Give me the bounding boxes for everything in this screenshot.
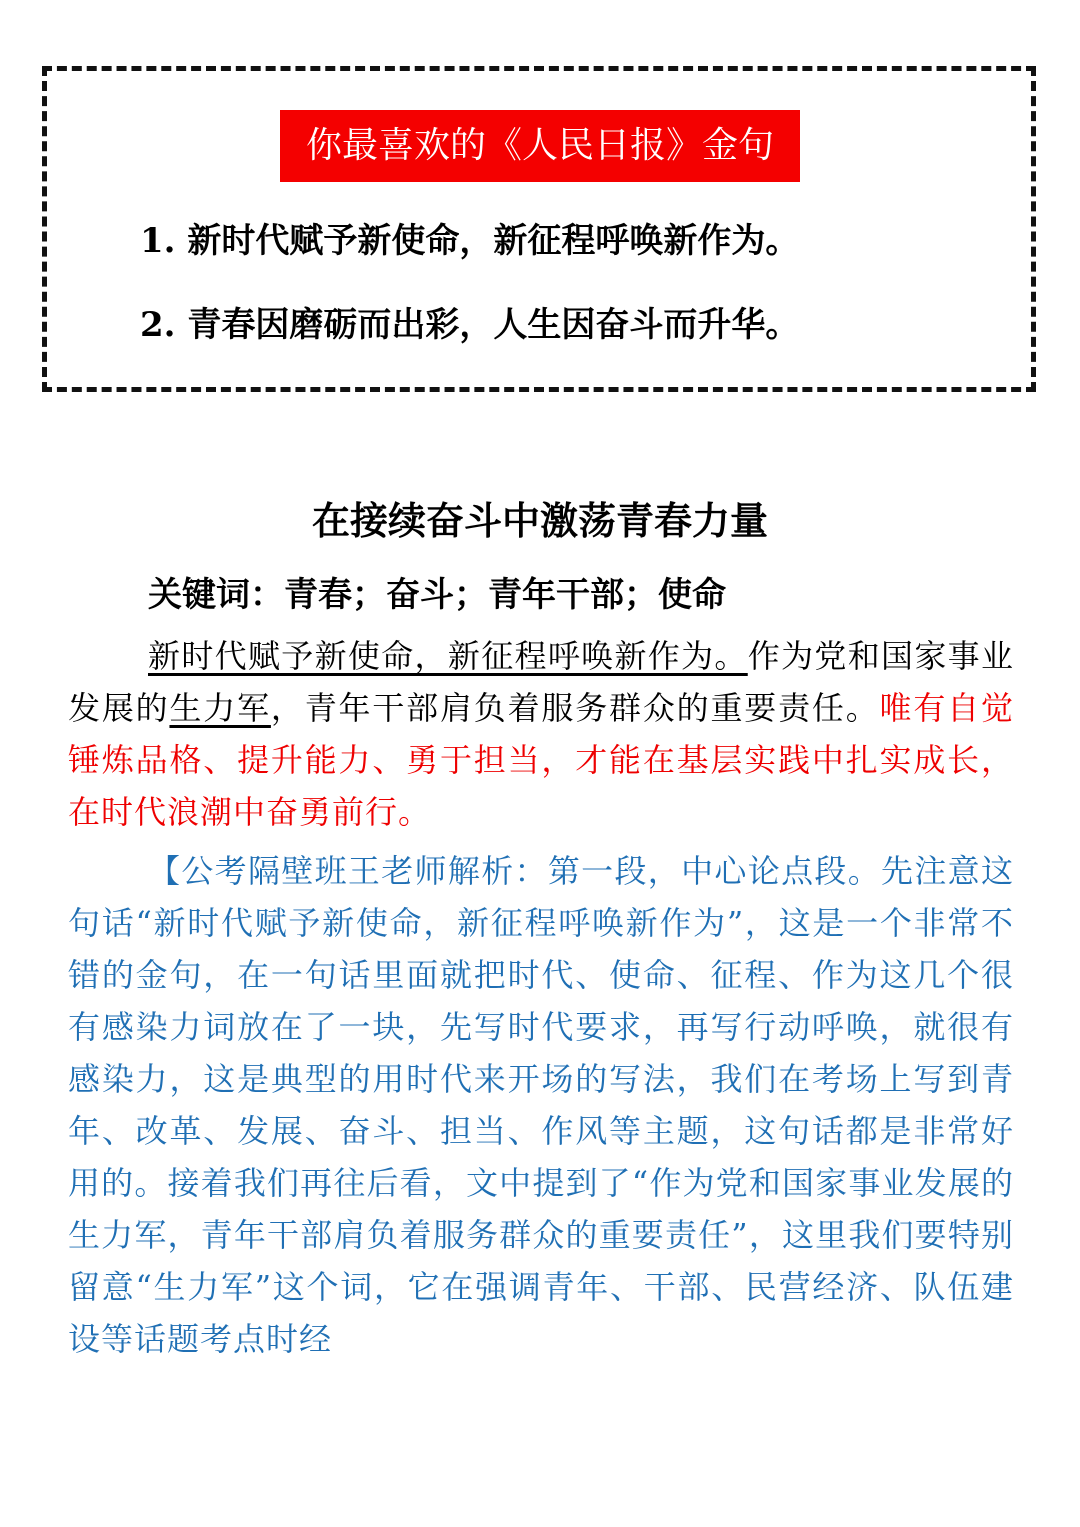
teacher-analysis: 【公考隔壁班王老师解析：第一段，中心论点段。先注意这句话“新时代赋予新使命，新征程呼唤新作为”，这是一个非常不错的金句，在一句话里面就把时代、使命、征程、作为这几个很有感染力词放在了一块，先写时代要求，再写行动呼唤，就很有感染力，这是典型的用时代来开场的写法，我们在考场上写到青年、改革、发展、奋斗、担当、作风等主题，这句话都是非常好用的。接着我们再往后看，文中提到了“作为党和国家事业发展的生力军，青年干部肩负着服务群众的重要责任”，这里我们要特别留意“生力军”这个词，它在强调青年、干部、民营经济、队伍建设等话题考点时经 [68, 852, 1014, 1358]
underlined-key-word: 生力军 [169, 689, 271, 727]
article-paragraph-1 [68, 630, 1014, 838]
paragraph-text: ，青年干部肩负着服务群众的重要责任。 [270, 689, 880, 727]
article-keywords: 关键词：青春；奋斗；青年干部；使命 [148, 575, 726, 615]
underlined-key-sentence: 新时代赋予新使命，新征程呼唤新作为。 [148, 637, 748, 675]
article-title: 在接续奋斗中激荡青春力量 [311, 498, 768, 543]
golden-quote-item-1: 1. 新时代赋予新使命，新征程呼唤新作为。 [140, 221, 800, 261]
golden-quote-title: 你最喜欢的《人民日报》金句 [280, 110, 800, 182]
paragraph-text: 作为党和国家事业发展的 [68, 637, 1014, 727]
golden-quote-item-2: 2. 青春因磨砺而出彩，人生因奋斗而升华。 [140, 305, 800, 345]
highlighted-thesis: 唯有自觉锤炼品格、提升能力、勇于担当，才能在基层实践中扎实成长，在时代浪潮中奋勇前行。 [68, 689, 1014, 831]
